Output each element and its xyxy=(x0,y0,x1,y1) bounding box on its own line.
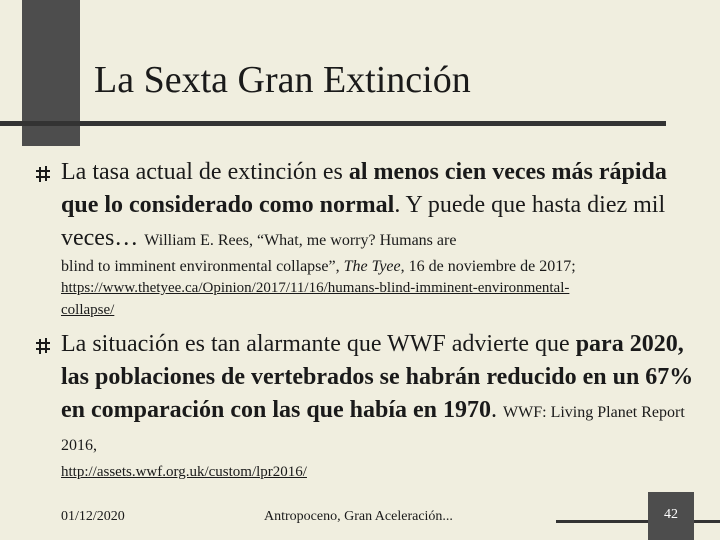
bullet-2-part2: . xyxy=(491,397,504,423)
bullet-2-bold: para 2020, las poblaciones de vertebrados se habrán reducido en un 67% en comparación con las que había en 1970 xyxy=(61,331,694,423)
bullet-1-part1: La tasa actual de extinción es xyxy=(61,159,349,185)
citation-text-1: blind to imminent environmental collapse”, xyxy=(61,258,344,275)
footer-title: Antropoceno, Gran Aceleración... xyxy=(264,509,453,524)
hash-bullet-icon xyxy=(34,165,52,183)
hash-bullet-icon xyxy=(34,337,52,355)
citation-journal: The Tyee xyxy=(343,258,401,275)
bullet-2-citation: WWF: Living Planet Report 2016, xyxy=(61,404,685,454)
bullet-1-citation xyxy=(61,256,701,321)
citation-text-2: , 16 de noviembre de 2017; xyxy=(400,258,576,275)
footer-date: 01/12/2020 xyxy=(61,509,125,524)
title-divider-line xyxy=(0,121,666,126)
slide-title: La Sexta Gran Extinción xyxy=(94,59,471,101)
bullet-1-text xyxy=(61,156,701,255)
bullet-2-link-line xyxy=(61,461,701,483)
footer-divider-line xyxy=(556,520,720,523)
bullet-1-citation-author: William E. Rees, “What, me worry? Humans are xyxy=(144,232,457,249)
thetyee-link[interactable]: https://www.thetyee.ca/Opinion/2017/11/16/humans-blind-imminent-environmental- collapse/ xyxy=(61,280,570,318)
page-number: 42 xyxy=(664,507,678,522)
wwf-report-link[interactable]: http://assets.wwf.org.uk/custom/lpr2016/ xyxy=(61,464,307,480)
bullet-2-part1: La situación es tan alarmante que WWF advierte que xyxy=(61,331,576,357)
bullet-1-bold: al menos cien veces más rápida que lo considerado como normal xyxy=(61,159,667,218)
bullet-2-text xyxy=(61,328,701,460)
bullet-1-part2: . Y puede que hasta diez mil veces… xyxy=(61,192,666,251)
